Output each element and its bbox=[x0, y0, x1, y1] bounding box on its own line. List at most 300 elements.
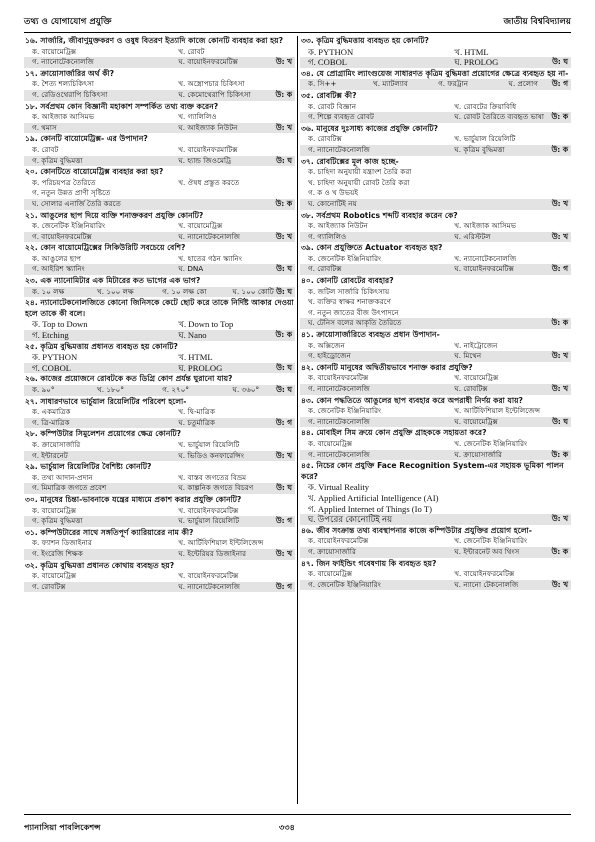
answer-option: ক. সি++ bbox=[308, 79, 337, 89]
option-row bbox=[24, 156, 295, 167]
question-text: ৪২. কোনটি মানুষের অদ্বিতীয়ভাবে শনাক্ত করার প্রযুক্তি? bbox=[301, 362, 473, 372]
option-row bbox=[24, 57, 295, 68]
footer-rule bbox=[24, 814, 571, 815]
answer-option: খ. Applied Artificial Intelligence (AI) bbox=[308, 492, 439, 503]
option-row bbox=[24, 440, 295, 451]
question-text: ১৭. ক্রায়োসার্জারির অর্থ কী? bbox=[25, 68, 115, 78]
answer-option: ক. PYTHON bbox=[308, 46, 354, 57]
answer-key: উ: ক bbox=[275, 198, 292, 208]
answer-option: ক. রোবট বিজ্ঞান bbox=[308, 101, 357, 111]
header-rule bbox=[24, 32, 571, 33]
answer-option: ক. আঙুলের ছাপ bbox=[32, 253, 82, 263]
publisher-name: প্যানাসিয়া পাবলিকেশন্স bbox=[24, 822, 101, 832]
question-text: ৩৭. রোবটিক্সের মূল কাজ হচ্ছে- bbox=[301, 156, 399, 166]
question-text: ৩৮. সর্বপ্রথম Robotics শব্দটি ব্যবহার করেন কে? bbox=[301, 210, 458, 220]
answer-option: ক. বায়োমেট্রিক্স bbox=[308, 438, 353, 448]
answer-key: উ: ঘ bbox=[276, 483, 292, 493]
answer-option: গ. Etching bbox=[32, 330, 69, 341]
answer-option: গ. জেনেটিক ইঞ্জিনিয়ারিং bbox=[308, 579, 381, 589]
option-row bbox=[24, 188, 295, 199]
option-row bbox=[300, 406, 571, 417]
question-text: ৪৪. মোবাইল সিম ক্রয়ে কোন প্রযুক্তি গ্রাহককে সহায়তা করে? bbox=[301, 428, 487, 438]
question-text: ২৮. কম্পিউটার সিমুলেশন প্রয়োগের ক্ষেত্র কোনটি? bbox=[25, 429, 182, 439]
answer-option: গ. ফরট্রান bbox=[438, 79, 469, 89]
option-row bbox=[300, 536, 571, 547]
question-block bbox=[300, 124, 571, 156]
answer-option: গ. বায়োইনফরমেটিক্স bbox=[32, 231, 92, 241]
answer-option: গ. রোবটিক্স bbox=[32, 581, 66, 591]
option-row bbox=[24, 418, 295, 429]
answer-option: খ. ব্যক্তির স্বাক্ষর শনাক্তকরণে bbox=[308, 297, 391, 307]
question-block bbox=[300, 559, 571, 591]
option-row bbox=[300, 145, 571, 156]
option-row bbox=[24, 112, 295, 123]
answer-option: খ. জেনেটিক ইঞ্জিনিয়ারিং bbox=[454, 536, 528, 546]
option-row bbox=[300, 580, 571, 591]
question-block bbox=[300, 428, 571, 460]
answer-option: ঘ. ন্যানোটেকনোলজি bbox=[178, 581, 240, 591]
question-text: ৩৯. কোন প্রযুক্তিতে Actuator ব্যবহৃত হয়? bbox=[301, 243, 443, 253]
answer-option: ক. PYTHON bbox=[32, 352, 78, 363]
answer-option: খ. HTML bbox=[454, 46, 489, 57]
question-block bbox=[24, 462, 295, 494]
answer-option: খ. দ্বি-মাত্রিক bbox=[178, 407, 215, 417]
answer-option: ঘ. সোলার এনার্জি তৈরি করতে bbox=[32, 198, 121, 208]
answer-option: খ. বায়োইনফরমেটিক্স bbox=[178, 505, 239, 515]
answer-option: খ. আর্টিফিশিয়াল ইন্টেলিজেন্স bbox=[454, 406, 541, 416]
option-row bbox=[24, 363, 295, 374]
answer-option: ঘ. বায়োইনফরমেটিক্স bbox=[454, 264, 514, 274]
question-text: ২২. কোন বায়োমেট্রিক্সের সিকিউরিটি সবচেয়ে বেশি? bbox=[25, 243, 186, 253]
answer-key: উ: ঘ bbox=[276, 155, 292, 165]
answer-key: উ: ঘ bbox=[276, 264, 292, 274]
question-text: ৩০. মানুষের চিন্তা-ভাবনাকে যন্ত্রের মাধ্যমে প্রকাশ করার প্রযুক্তি কোনটি? bbox=[25, 494, 242, 504]
option-row bbox=[300, 188, 571, 199]
question-text: ৩১. কম্পিউটারের সাথে সঙ্গতিপূর্ণ ক্যারিয়ারের নাম কী? bbox=[25, 527, 194, 537]
answer-key: উ: গ bbox=[275, 516, 292, 526]
question-block bbox=[24, 276, 295, 297]
answer-option: ক. ৯০° bbox=[32, 385, 55, 394]
option-row bbox=[300, 287, 571, 298]
question-text: ৩৬. মানুষের দুঃসাধ্য কাজের প্রযুক্তি কোনটি? bbox=[301, 123, 439, 133]
answer-key: উ: ক bbox=[551, 318, 568, 328]
question-block bbox=[24, 211, 295, 243]
answer-option: গ. রেডিওথেরাপি চিকিৎসা bbox=[32, 89, 108, 99]
option-row bbox=[300, 439, 571, 450]
answer-option: খ. আর্টিফিশিয়াল ইন্টিলিজেন্স bbox=[178, 538, 264, 548]
answer-option: ঘ. উপরের কোনোটিই নয় bbox=[308, 514, 393, 525]
answer-option: খ. জেনেটিক ইঞ্জিনিয়ারিং bbox=[454, 438, 528, 448]
answer-option: খ. বায়োইনফরমেটিক্স bbox=[454, 569, 515, 579]
option-row bbox=[24, 178, 295, 189]
answer-option: গ. ন্যানোটেকনোলজি bbox=[308, 144, 370, 154]
question-block bbox=[300, 69, 571, 90]
answer-option: গ. ২৭০° bbox=[162, 385, 189, 394]
question-text: ৩৫. রোবটিক্স কী? bbox=[301, 90, 357, 100]
answer-option: খ. বায়োইনফরমেটিক্স bbox=[178, 571, 239, 581]
question-text: ৪৩. কোন পদ্ধতিতে আঙুলের ছাপ ব্যবহার করে অপরাধী নির্ণয় করা যায়? bbox=[301, 395, 523, 405]
answer-option: ঘ. ভার্চুয়াল রিয়েলিটি bbox=[178, 516, 240, 526]
answer-option: ক. Virtual Reality bbox=[308, 482, 370, 493]
header-subject: তথ্য ও যোগাযোগ প্রযুক্তি bbox=[24, 17, 112, 27]
answer-key: উ: খ bbox=[275, 57, 292, 67]
question-block bbox=[24, 528, 295, 560]
answer-option: ঘ. DNA bbox=[178, 264, 204, 274]
column-divider bbox=[297, 36, 298, 804]
option-row bbox=[300, 167, 571, 178]
answer-option: গ. আইরিশ স্ক্যানিং bbox=[32, 264, 85, 274]
question-text: ৪৬. জীব সংক্রান্ত তথ্য ব্যবস্থাপনার কাজে কম্পিউটার প্রযুক্তির প্রয়োগ হলো- bbox=[301, 525, 532, 535]
answer-option: ঘ. রোবট তৈরিতে ব্যবহৃত ভাষা bbox=[454, 112, 544, 122]
option-row bbox=[300, 57, 571, 68]
answer-option: গ. ন্যানোটেকনোলজি bbox=[308, 416, 370, 426]
question-text: ৩৩. কৃত্রিম বুদ্ধিমত্তায় ব্যবহৃত হয় কোনটি? bbox=[301, 36, 429, 45]
question-text: ১৬. সার্জারি, জীবাণুমুক্তকরণ ও ওষুধ বিতরণ ইত্যাদি কাজে কোনটি ব্যবহার করা হয়? bbox=[25, 36, 284, 45]
answer-key: উ: ক bbox=[275, 330, 292, 340]
answer-key: উ: ক bbox=[551, 449, 568, 459]
answer-option: ক. শৈত্য শল্যচিকিৎসা bbox=[32, 79, 94, 89]
option-row bbox=[300, 504, 571, 515]
question-block bbox=[300, 157, 571, 210]
answer-option: ক. বায়োমেট্রিক্স bbox=[32, 505, 77, 515]
answer-key: উ: গ bbox=[551, 79, 568, 89]
answer-option: গ. ন্যানোটেকনোলজি bbox=[308, 449, 370, 459]
question-block bbox=[300, 396, 571, 428]
answer-option: ক. একমাত্রিক bbox=[32, 407, 71, 417]
answer-key: উ: খ bbox=[275, 231, 292, 241]
answer-key: উ: ক bbox=[551, 546, 568, 556]
answer-option: ক. বায়োমেট্রিক্স bbox=[32, 46, 77, 56]
option-row bbox=[300, 112, 571, 123]
answer-key: উ: খ bbox=[551, 198, 568, 208]
answer-option: গ. কৃত্রিম বুদ্ধিমত্তা bbox=[32, 155, 83, 165]
answer-option: খ. ভার্চুয়াল রিয়েলিটি bbox=[178, 439, 240, 449]
question-block bbox=[300, 526, 571, 558]
answer-key: উ: ক bbox=[275, 89, 292, 99]
option-row bbox=[300, 178, 571, 189]
answer-option: খ. বাস্তব জগতের বিভ্রম bbox=[178, 472, 247, 482]
answer-option: ঘ. ৩৬০° bbox=[232, 385, 260, 394]
answer-option: গ. ইংরেজি শিক্ষক bbox=[32, 548, 83, 558]
answer-option: ঘ. প্রলোগ bbox=[508, 79, 538, 89]
answer-option: ঘ. Nano bbox=[178, 330, 207, 341]
option-row bbox=[24, 571, 295, 582]
answer-option: ঘ. ১০০ কোটি bbox=[232, 286, 274, 296]
question-text: ২৭. সাধারণভাবে ভার্চুয়াল রিয়েলিটির পরিবেশ হলো- bbox=[25, 396, 187, 406]
option-row bbox=[24, 287, 295, 298]
option-row bbox=[24, 79, 295, 90]
answer-option: গ. ন্যানোটেকনোলজি bbox=[32, 57, 94, 67]
question-text: ২৪. ন্যানোটেকনোলজিতে কোনো জিনিসকে কেটে ছোট করে তাকে নির্দিষ্ট আকার দেওয়া হলে তাকে কী বলে। bbox=[25, 298, 294, 318]
answer-option: ঘ. ইন্টারনেট অব থিংস bbox=[454, 546, 520, 556]
option-row bbox=[24, 330, 295, 341]
option-row bbox=[300, 254, 571, 265]
option-row bbox=[24, 506, 295, 517]
answer-option: খ. HTML bbox=[178, 352, 213, 363]
question-text: ৪৫. নিচের কোন প্রযুক্তি Face Recognition System-এর সহায়ক ভূমিকা পালন করে? bbox=[301, 461, 564, 481]
option-row bbox=[300, 482, 571, 493]
question-block bbox=[300, 91, 571, 123]
answer-option: ঘ. ইন্টেরিয়র ডিজাইনার bbox=[178, 548, 247, 558]
option-row bbox=[24, 145, 295, 156]
answer-option: খ. ঔষধ প্রস্তুত করতে bbox=[178, 177, 240, 187]
answer-option: খ. বায়োমেট্রিক্স bbox=[454, 373, 499, 383]
option-row bbox=[300, 450, 571, 461]
answer-option: ঘ. কৃত্রিম বুদ্ধিমত্তা bbox=[454, 144, 505, 154]
answer-key: উ: খ bbox=[551, 579, 568, 589]
answer-option: ঘ. PROLOG bbox=[454, 57, 499, 68]
answer-key: উ: খ bbox=[275, 122, 292, 132]
answer-option: ক. পরিচয়পত্র তৈরিতে bbox=[32, 177, 96, 187]
option-row bbox=[24, 582, 295, 593]
answer-option: গ. রোবটিক্স bbox=[308, 264, 342, 274]
answer-option: গ. Applied Internet of Things (Io T) bbox=[308, 503, 432, 514]
question-text: ৪১. ক্রায়োসার্জারিতে ব্যবহৃত প্রধান উপাদান- bbox=[301, 330, 440, 340]
answer-option: ক. রোবটিক্স bbox=[308, 134, 342, 144]
option-row bbox=[24, 407, 295, 418]
answer-option: ক. বায়োমেট্রিক্স bbox=[308, 569, 353, 579]
answer-option: ঘ. কাল্পনিক জগতে বিচরণ bbox=[178, 483, 254, 493]
option-row bbox=[24, 199, 295, 210]
option-row bbox=[300, 493, 571, 504]
answer-option: খ. ভার্চুয়াল রিয়েলিটি bbox=[454, 134, 516, 144]
option-row bbox=[300, 308, 571, 319]
question-block bbox=[300, 461, 571, 525]
option-row bbox=[24, 123, 295, 134]
option-row bbox=[300, 199, 571, 210]
question-text: ১৮. সর্বপ্রথম কোন বিজ্ঞানী মহাকাশ সম্পর্কিত তথ্য ব্যক্ত করেন? bbox=[25, 101, 219, 111]
question-block bbox=[24, 561, 295, 593]
question-block bbox=[24, 36, 295, 68]
answer-option: ক. রোবট bbox=[32, 144, 59, 154]
answer-key: উ: ঘ bbox=[276, 385, 292, 394]
option-row bbox=[300, 341, 571, 352]
question-block bbox=[300, 363, 571, 395]
answer-key: উ: ঘ bbox=[552, 416, 568, 426]
question-text: ২০. কোনটিতে বায়োমেট্রিক্স ব্যবহার করা হয়? bbox=[25, 167, 164, 177]
option-row bbox=[300, 514, 571, 525]
answer-option: খ. রোবট bbox=[178, 46, 205, 56]
answer-key: উ: খ bbox=[551, 384, 568, 393]
question-text: ১৯. কোনটি বায়োমেট্রিক্স- এর উপাদান? bbox=[25, 134, 148, 144]
question-text: ৩২. কৃত্রিম বুদ্ধিমত্তা প্রধানত কোথায় ব্যবহৃত হয়? bbox=[25, 560, 175, 570]
answer-option: ক. অক্সিজেন bbox=[308, 340, 345, 350]
question-block bbox=[24, 342, 295, 374]
question-text: ৩৪. যে প্রোগ্রামিং ল্যাংগুয়েজ সাধারণত কৃত্রিম বুদ্ধিমত্তা প্রয়োগের ক্ষেত্রে ব্যবহৃত হয় না- bbox=[301, 68, 569, 78]
question-block bbox=[300, 211, 571, 243]
page-header bbox=[24, 15, 571, 31]
answer-option: ঘ. এরিস্টটল bbox=[454, 231, 491, 241]
answer-option: ক. আইজাক আসিমভ bbox=[32, 112, 95, 122]
question-block bbox=[24, 495, 295, 527]
answer-option: ঘ. ন্যানোটেকনোলজি bbox=[178, 231, 240, 241]
answer-option: গ. কৃত্রিম বুদ্ধিমত্তা bbox=[32, 516, 83, 526]
answer-option: ঘ. রোবটিক্স bbox=[454, 384, 488, 393]
answer-option: ঘ. হ্যান্ড জিওমেট্রি bbox=[178, 155, 232, 165]
answer-key: উ: গ bbox=[275, 417, 292, 427]
question-block bbox=[24, 134, 295, 166]
answer-option: ক. চাহিদা অনুযায়ী যন্ত্রাংশ তৈরি করা bbox=[308, 167, 412, 177]
question-text: ২১. আঙুলের ছাপ দিয়ে ব্যক্তি শনাক্তকরণ প্রযুক্তি কোনটি? bbox=[25, 210, 204, 220]
option-row bbox=[24, 451, 295, 462]
answer-option: গ. মিমাত্রিক জগতে প্রবেশ bbox=[32, 483, 107, 493]
answer-key: উ: খ bbox=[551, 514, 568, 524]
option-row bbox=[24, 473, 295, 484]
answer-option: খ. ১৮০° bbox=[97, 385, 124, 394]
question-block bbox=[300, 276, 571, 329]
answer-option: ক. Top to Down bbox=[32, 319, 88, 330]
answer-option: ক. ক্রায়োসার্জারি bbox=[32, 439, 81, 449]
answer-option: ক. আইজ্যাক নিউটন bbox=[308, 221, 368, 231]
answer-option: ঘ. বায়োইনফরমেটিক্স bbox=[178, 57, 238, 67]
option-row bbox=[24, 352, 295, 363]
answer-key: উ: খ bbox=[275, 450, 292, 460]
answer-option: খ. ১০০ লক্ষ bbox=[97, 286, 134, 296]
option-row bbox=[24, 90, 295, 101]
option-row bbox=[300, 264, 571, 275]
question-block bbox=[300, 243, 571, 275]
option-row bbox=[300, 297, 571, 308]
answer-option: গ. থমাস bbox=[32, 122, 57, 132]
answer-option: ক. ১০ লক্ষ bbox=[32, 286, 65, 296]
answer-option: গ. ত্রি-মাত্রিক bbox=[32, 417, 70, 427]
question-block bbox=[24, 397, 295, 429]
question-text: ২৯. ভার্চুয়াল রিয়েলিটির বৈশিষ্ট্য কোনটি? bbox=[25, 462, 152, 472]
option-row bbox=[300, 79, 571, 90]
question-text: ২৩. এক ন্যানোমিটার এক মিটারের কত ভাগের এক ভাগ? bbox=[25, 276, 201, 286]
answer-option: খ. আইজাক আসিমভ bbox=[454, 221, 517, 231]
answer-key: উ: ঘ bbox=[552, 57, 568, 67]
answer-option: ক. জেনেটিক ইঞ্জিনিয়ারিং bbox=[308, 406, 382, 416]
right-column bbox=[300, 36, 571, 806]
question-text: ২৬. কাজের প্রয়োজনে রোবটকে কত ডিগ্রি কোণ প্রর্যন্ত ঘুরানো যায়? bbox=[25, 374, 233, 384]
answer-option: ঘ. কেমোথেরাপি চিকিৎসা bbox=[178, 89, 251, 99]
option-row bbox=[300, 351, 571, 362]
option-row bbox=[24, 549, 295, 560]
question-block bbox=[24, 374, 295, 395]
page-number: ৩৩৪ bbox=[279, 822, 295, 832]
answer-option: ঘ. আইজ্যাক নিউটন bbox=[178, 122, 238, 132]
answer-option: খ. ন্যানোটেকনোলজি bbox=[454, 253, 517, 263]
answer-option: গ. ক্রায়োসার্জারি bbox=[308, 546, 356, 556]
question-block bbox=[24, 298, 295, 340]
question-block bbox=[24, 167, 295, 209]
answer-option: গ. COBOL bbox=[308, 57, 348, 68]
option-row bbox=[24, 483, 295, 494]
question-block bbox=[300, 36, 571, 68]
answer-option: গ. হাইড্রোজেন bbox=[308, 351, 351, 361]
option-row bbox=[24, 221, 295, 232]
answer-option: খ. অস্ত্রোপচার চিকিৎসা bbox=[178, 79, 245, 89]
question-text: ৪৭. জিন ফাইন্ডিং গবেষণায় কি ব্যবহৃত হয়? bbox=[301, 558, 437, 568]
answer-option: ঘ. ক্রায়োসার্জারি bbox=[454, 449, 502, 459]
answer-key: উ: গ bbox=[275, 581, 292, 591]
question-block bbox=[24, 69, 295, 101]
answer-option: গ. নতুন জাতের বীজ উৎপাদনে bbox=[308, 307, 399, 317]
option-row bbox=[24, 232, 295, 243]
answer-option: ঘ. টেনিস বলের আকৃতি তৈরিতে bbox=[308, 318, 402, 328]
answer-option: গ. ইন্টারনেট bbox=[32, 450, 68, 460]
answer-key: উ: খ bbox=[551, 351, 568, 361]
answer-option: ক. জটিল সার্জারি চিকিৎসায় bbox=[308, 286, 390, 296]
answer-option: গ. গ্যালিলিও bbox=[308, 231, 347, 241]
answer-option: ক. বায়োইনফরমেটিক্স bbox=[308, 373, 369, 383]
answer-option: ক. তথ্য আদান-প্রদান bbox=[32, 472, 93, 482]
question-text: ৪০. কোনটি রোবটের ব্যবহার? bbox=[301, 276, 394, 286]
answer-option: ঘ. কোনোটিই নয় bbox=[308, 198, 357, 208]
left-column bbox=[24, 36, 295, 806]
answer-option: খ. রোবটের ক্রিয়াবিধি bbox=[454, 101, 517, 111]
answer-option: খ. ম্যাটল্যাব bbox=[373, 79, 408, 89]
answer-option: গ. শিল্পে ব্যবহৃত রোবট bbox=[308, 112, 374, 122]
option-row bbox=[24, 264, 295, 275]
option-row bbox=[300, 417, 571, 428]
answer-option: গ. নতুন উন্নত প্রাণী সৃষ্টিতে bbox=[32, 188, 111, 198]
option-row bbox=[24, 254, 295, 265]
answer-option: খ. Down to Top bbox=[178, 319, 234, 330]
answer-option: ঘ. বায়োমেট্রিক্স bbox=[454, 416, 498, 426]
answer-key: উ: খ bbox=[551, 231, 568, 241]
question-text: ২৫. কৃত্রিম বুদ্ধিমত্তায় প্রধানত ব্যবহৃত হয় কোনটি? bbox=[25, 341, 178, 351]
answer-option: ঘ. মিথেন bbox=[454, 351, 482, 361]
answer-key: উ: ঘ bbox=[276, 286, 292, 296]
answer-option: ক. জেনেটিক ইঞ্জিনিয়ারিং bbox=[32, 221, 106, 231]
question-block bbox=[24, 429, 295, 461]
answer-option: খ. চাহিদা অনুযায়ী রোবট তৈরি করা bbox=[308, 177, 410, 187]
answer-option: ঘ. ভিডিও কনফারেন্সিং bbox=[178, 450, 244, 460]
answer-option: ক. বায়োইনফরমেটিক্স bbox=[308, 536, 369, 546]
answer-option: খ. গ্যালিলিও bbox=[178, 112, 217, 122]
option-row bbox=[300, 547, 571, 558]
answer-key: উ: ঘ bbox=[276, 362, 292, 372]
option-row bbox=[24, 516, 295, 527]
answer-option: খ. নাইট্রোজেন bbox=[454, 340, 498, 350]
answer-option: গ. ১০ লক্ষ কো bbox=[162, 286, 207, 296]
option-row bbox=[24, 538, 295, 549]
question-block bbox=[300, 330, 571, 362]
answer-option: ঘ. PROLOG bbox=[178, 362, 223, 373]
answer-option: খ. হাতের গঠন স্ক্যানিং bbox=[178, 253, 242, 263]
answer-key: উ: ক bbox=[551, 112, 568, 122]
answer-option: ঘ. ন্যানো টেকনোলজি bbox=[454, 579, 519, 589]
answer-option: খ. বায়োমেট্রিক্স bbox=[178, 221, 223, 231]
option-row bbox=[300, 569, 571, 580]
answer-option: ঘ. চতুর্মাত্রিক bbox=[178, 417, 216, 427]
option-row bbox=[300, 221, 571, 232]
option-row bbox=[300, 134, 571, 145]
answer-option: ক. বায়োমেট্রিক্স bbox=[32, 571, 77, 581]
question-block bbox=[24, 243, 295, 275]
option-row bbox=[300, 318, 571, 329]
option-row bbox=[24, 319, 295, 330]
option-row bbox=[300, 102, 571, 113]
answer-key: উ: গ bbox=[551, 264, 568, 274]
option-row bbox=[24, 47, 295, 58]
option-row bbox=[24, 385, 295, 396]
answer-option: খ. বায়োইনফরমাটিক্স bbox=[178, 144, 238, 154]
answer-option: গ. COBOL bbox=[32, 362, 72, 373]
answer-key: উ: ক bbox=[551, 144, 568, 154]
answer-option: গ. ক ও খ উভয়ই bbox=[308, 188, 359, 198]
header-university: জাতীয় বিশ্ববিদ্যালয় bbox=[503, 17, 571, 27]
option-row bbox=[300, 232, 571, 243]
answer-option: ক. জেনেটিক ইঞ্জিনিয়ারিং bbox=[308, 253, 382, 263]
answer-option: গ. ন্যানোটেকনোলজি bbox=[308, 384, 370, 393]
option-row bbox=[300, 373, 571, 384]
answer-option: ক. ফ্যাশন ডিজাইনার bbox=[32, 538, 92, 548]
question-block bbox=[24, 102, 295, 134]
option-row bbox=[300, 47, 571, 58]
